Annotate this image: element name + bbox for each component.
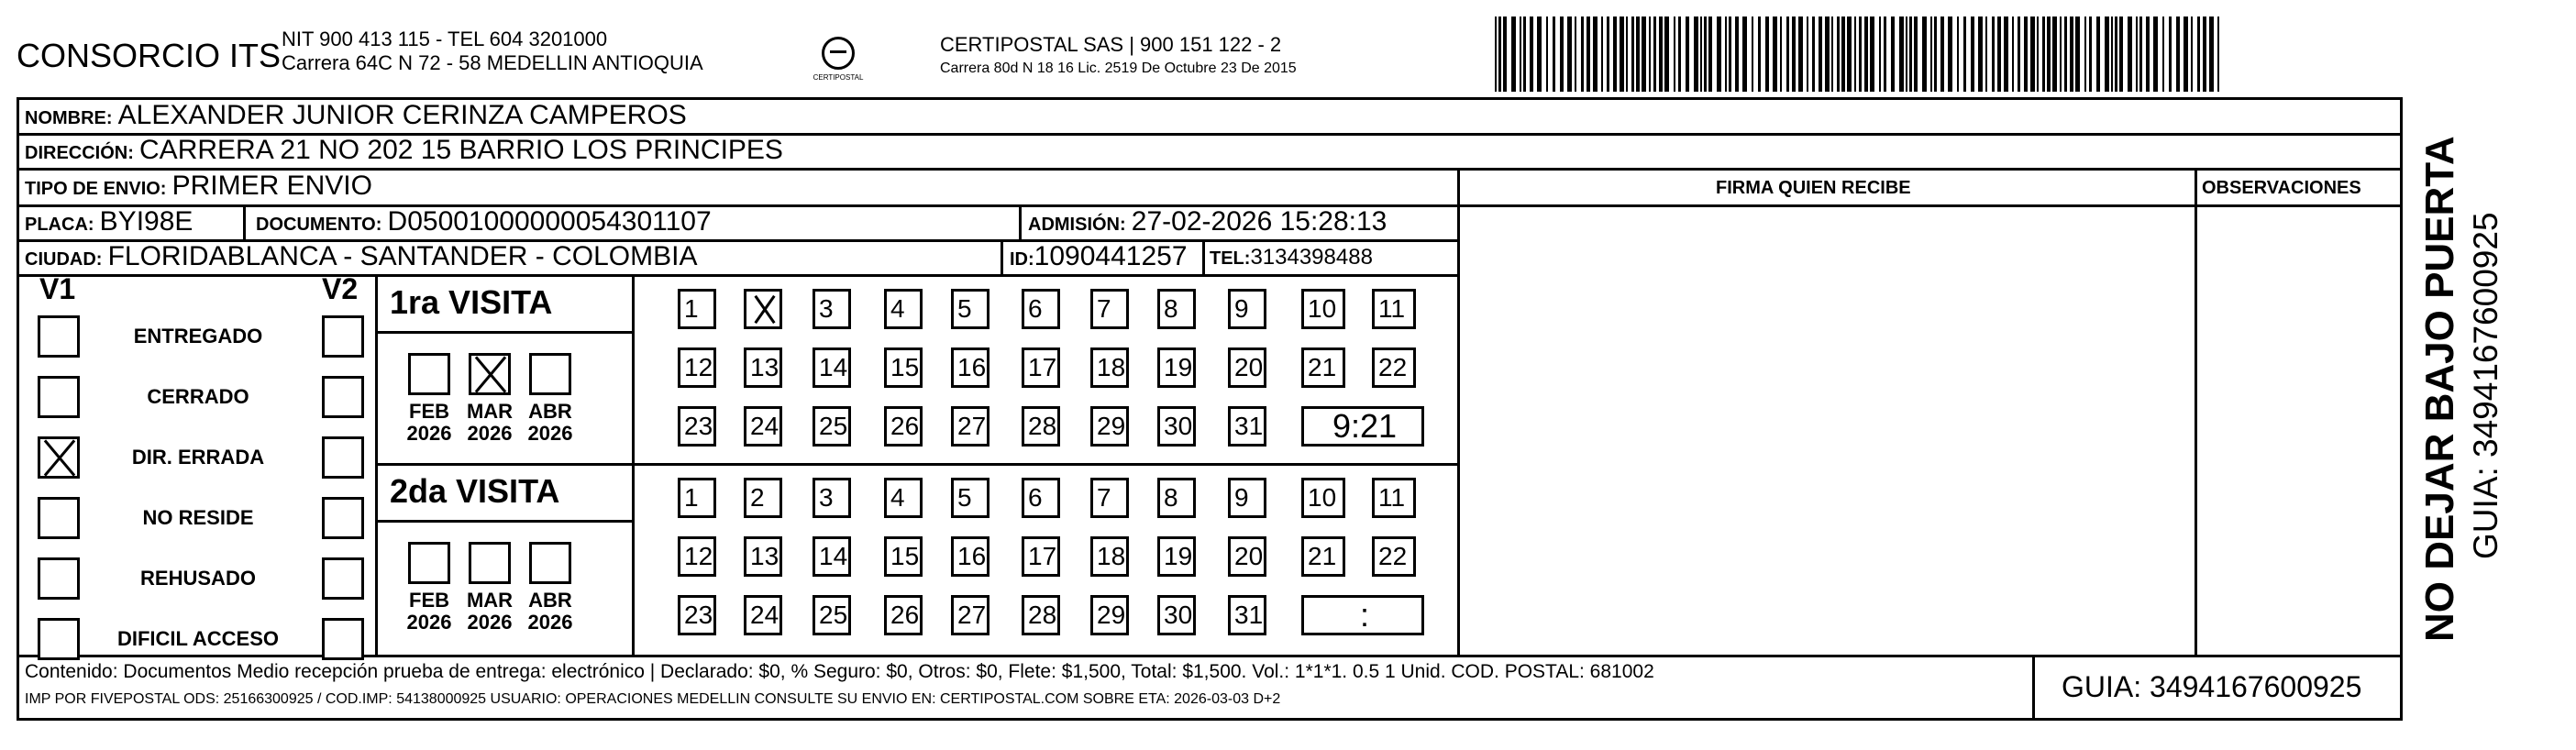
company-address: Carrera 64C N 72 - 58 MEDELLIN ANTIOQUIA [282, 51, 703, 74]
v2-checkbox[interactable] [322, 376, 364, 418]
month-year: 2026 [527, 422, 573, 445]
day-box[interactable]: 29 [1090, 406, 1129, 447]
day-box[interactable]: 12 [678, 347, 716, 388]
day-box[interactable]: 21 [1301, 536, 1345, 577]
delivery-form [17, 97, 2403, 721]
placa-label: PLACA: [25, 215, 94, 235]
day-box[interactable]: 13 [744, 536, 782, 577]
company-info [282, 28, 703, 75]
day-box[interactable]: 6 [1022, 478, 1060, 518]
day-box[interactable]: 6 [1022, 289, 1060, 329]
tel-value: 3134398488 [1250, 245, 1373, 270]
day-box[interactable]: 29 [1090, 595, 1129, 635]
day-box[interactable]: 4 [884, 289, 923, 329]
v2-checkbox[interactable] [322, 618, 364, 660]
day-box[interactable]: 28 [1022, 406, 1060, 447]
company-nit: NIT 900 413 115 - TEL 604 3201000 [282, 28, 608, 50]
v2-checkbox[interactable] [322, 315, 364, 358]
day-box[interactable]: 27 [951, 595, 989, 635]
certipostal-address: Carrera 80d N 18 16 Lic. 2519 De Octubre 23 De 2015 [940, 61, 1297, 76]
day-box[interactable]: 4 [884, 478, 923, 518]
barcode-icon [1495, 17, 2224, 92]
day-box[interactable]: 14 [813, 536, 851, 577]
day-box[interactable]: 31 [1228, 406, 1266, 447]
month-label [404, 401, 454, 445]
day-box[interactable]: 24 [744, 595, 782, 635]
day-box[interactable]: 8 [1157, 478, 1196, 518]
v2-checkbox[interactable] [322, 497, 364, 539]
id-value: 1090441257 [1034, 241, 1188, 271]
day-box[interactable]: 14 [813, 347, 851, 388]
day-box[interactable]: 24 [744, 406, 782, 447]
nombre-label: NOMBRE: [25, 108, 113, 128]
day-box[interactable]: 7 [1090, 289, 1129, 329]
month-name: MAR [466, 589, 514, 612]
day-box[interactable]: 1 [678, 289, 716, 329]
status-label: CERRADO [147, 385, 249, 408]
status-label: DIFICIL ACCESO [116, 627, 279, 650]
ciudad-label: CIUDAD: [25, 249, 103, 270]
day-box[interactable]: 15 [884, 347, 923, 388]
time-field[interactable]: : [1301, 595, 1424, 635]
day-box[interactable]: 22 [1372, 347, 1416, 388]
time-field[interactable]: 9:21 [1301, 406, 1424, 447]
day-box[interactable]: 17 [1022, 536, 1060, 577]
day-box[interactable]: 5 [951, 478, 989, 518]
month-label [465, 401, 514, 445]
day-box[interactable]: 17 [1022, 347, 1060, 388]
day-box[interactable]: 20 [1228, 347, 1266, 388]
day-box[interactable]: 28 [1022, 595, 1060, 635]
day-box[interactable]: 25 [813, 595, 851, 635]
month-name: FEB [409, 589, 449, 612]
footer-print-info: IMP POR FIVEPOSTAL ODS: 25166300925 / COD.IMP: 54138000925 USUARIO: OPERACIONES MEDELLIN CONSULTE SU ENVIO EN: CERTIPOSTAL.COM SOBRE ETA: 2026-03-03 D+2 [25, 691, 1281, 707]
day-box[interactable]: 10 [1301, 478, 1345, 518]
v2-checkbox[interactable] [322, 436, 364, 479]
day-box[interactable]: 19 [1157, 347, 1196, 388]
day-box[interactable]: 23 [678, 406, 716, 447]
day-box[interactable]: 12 [678, 536, 716, 577]
month-year: 2026 [467, 611, 513, 634]
v2-checkbox[interactable] [322, 557, 364, 600]
status-label: DIR. ERRADA [131, 446, 265, 469]
day-box[interactable]: 27 [951, 406, 989, 447]
documento-label: DOCUMENTO: [256, 215, 382, 235]
month-year: 2026 [406, 422, 452, 445]
day-box[interactable]: 26 [884, 406, 923, 447]
month-label [525, 590, 575, 634]
id-label: ID: [1010, 249, 1034, 270]
day-box[interactable]: 30 [1157, 406, 1196, 447]
visit1-title: 1ra VISITA [390, 283, 553, 321]
firma-label: FIRMA QUIEN RECIBE [1716, 178, 1911, 198]
observaciones-label: OBSERVACIONES [2202, 178, 2361, 198]
day-box[interactable]: 9 [1228, 289, 1266, 329]
day-box[interactable]: 18 [1090, 347, 1129, 388]
day-box[interactable]: 11 [1372, 478, 1416, 518]
footer-content: Contenido: Documentos Medio recepción prueba de entrega: electrónico | Declarado: $0, % Seguro: $0, Otros: $0, Flete: $1,500, Total: $1,500. Vol.: 1*1*1. 0.5 1 Unid. COD. POSTAL: 681002 [25, 661, 1654, 682]
day-box[interactable]: 9 [1228, 478, 1266, 518]
month-year: 2026 [467, 422, 513, 445]
day-box[interactable] [744, 289, 782, 329]
status-label: REHUSADO [140, 567, 256, 590]
tel-label: TEL: [1210, 248, 1251, 269]
day-box[interactable]: 23 [678, 595, 716, 635]
direccion-label: DIRECCIÓN: [25, 143, 134, 163]
tipo-envio-label: TIPO DE ENVIO: [25, 179, 167, 199]
status-label: ENTREGADO [133, 325, 263, 347]
day-box[interactable]: 21 [1301, 347, 1345, 388]
certipostal-info: CERTIPOSTAL SAS | 900 151 122 - 2 [940, 33, 1282, 56]
month-checkbox[interactable] [408, 542, 450, 584]
documento-value: D05001000000054301107 [387, 206, 712, 237]
side-warning: NO DEJAR BAJO PUERTA [2417, 136, 2462, 642]
day-box[interactable]: 30 [1157, 595, 1196, 635]
day-box[interactable]: 13 [744, 347, 782, 388]
tipo-envio-value: PRIMER ENVIO [171, 171, 372, 201]
admision-label: ADMISIÓN: [1028, 215, 1126, 235]
day-box[interactable]: 26 [884, 595, 923, 635]
v2-label: V2 [322, 272, 359, 305]
day-box[interactable]: 19 [1157, 536, 1196, 577]
placa-value: BYI98E [99, 206, 193, 237]
month-checkbox[interactable] [529, 542, 571, 584]
admision-value: 27-02-2026 15:28:13 [1131, 206, 1388, 237]
day-box[interactable]: 10 [1301, 289, 1345, 329]
v1-label: V1 [39, 272, 76, 305]
day-box[interactable]: 31 [1228, 595, 1266, 635]
ciudad-value: FLORIDABLANCA - SANTANDER - COLOMBIA [107, 241, 698, 271]
day-box[interactable]: 7 [1090, 478, 1129, 518]
month-checkbox[interactable] [469, 353, 511, 395]
day-box[interactable]: 8 [1157, 289, 1196, 329]
day-box[interactable]: 11 [1372, 289, 1416, 329]
direccion-value: CARRERA 21 NO 202 15 BARRIO LOS PRINCIPES [139, 135, 783, 165]
day-box[interactable]: 5 [951, 289, 989, 329]
certipostal-logo-icon [812, 37, 865, 94]
nombre-value: ALEXANDER JUNIOR CERINZA CAMPEROS [117, 100, 687, 130]
day-box[interactable]: 16 [951, 347, 989, 388]
day-box[interactable]: 16 [951, 536, 989, 577]
side-guia: GUIA: 3494167600925 [2467, 212, 2504, 559]
day-box[interactable]: 3 [813, 478, 851, 518]
month-checkbox[interactable] [408, 353, 450, 395]
day-box[interactable]: 3 [813, 289, 851, 329]
month-label [465, 590, 514, 634]
month-name: ABR [528, 589, 572, 612]
day-box[interactable]: 20 [1228, 536, 1266, 577]
status-label: NO RESIDE [142, 506, 254, 529]
day-box[interactable]: 25 [813, 406, 851, 447]
month-checkbox[interactable] [469, 542, 511, 584]
visit2-title: 2da VISITA [390, 472, 560, 510]
day-box[interactable]: 2 [744, 478, 782, 518]
footer-guia: GUIA: 3494167600925 [2062, 670, 2362, 703]
month-year: 2026 [406, 611, 452, 634]
logo-caption: CERTIPOSTAL [813, 73, 864, 82]
month-year: 2026 [527, 611, 573, 634]
day-box[interactable]: 1 [678, 478, 716, 518]
company-name: CONSORCIO ITS [17, 37, 282, 74]
month-name: FEB [409, 400, 449, 423]
day-box[interactable]: 15 [884, 536, 923, 577]
month-name: MAR [466, 400, 514, 423]
month-label [525, 401, 575, 445]
day-box[interactable]: 18 [1090, 536, 1129, 577]
month-name: ABR [528, 400, 572, 423]
month-label [404, 590, 454, 634]
month-checkbox[interactable] [529, 353, 571, 395]
day-box[interactable]: 22 [1372, 536, 1416, 577]
